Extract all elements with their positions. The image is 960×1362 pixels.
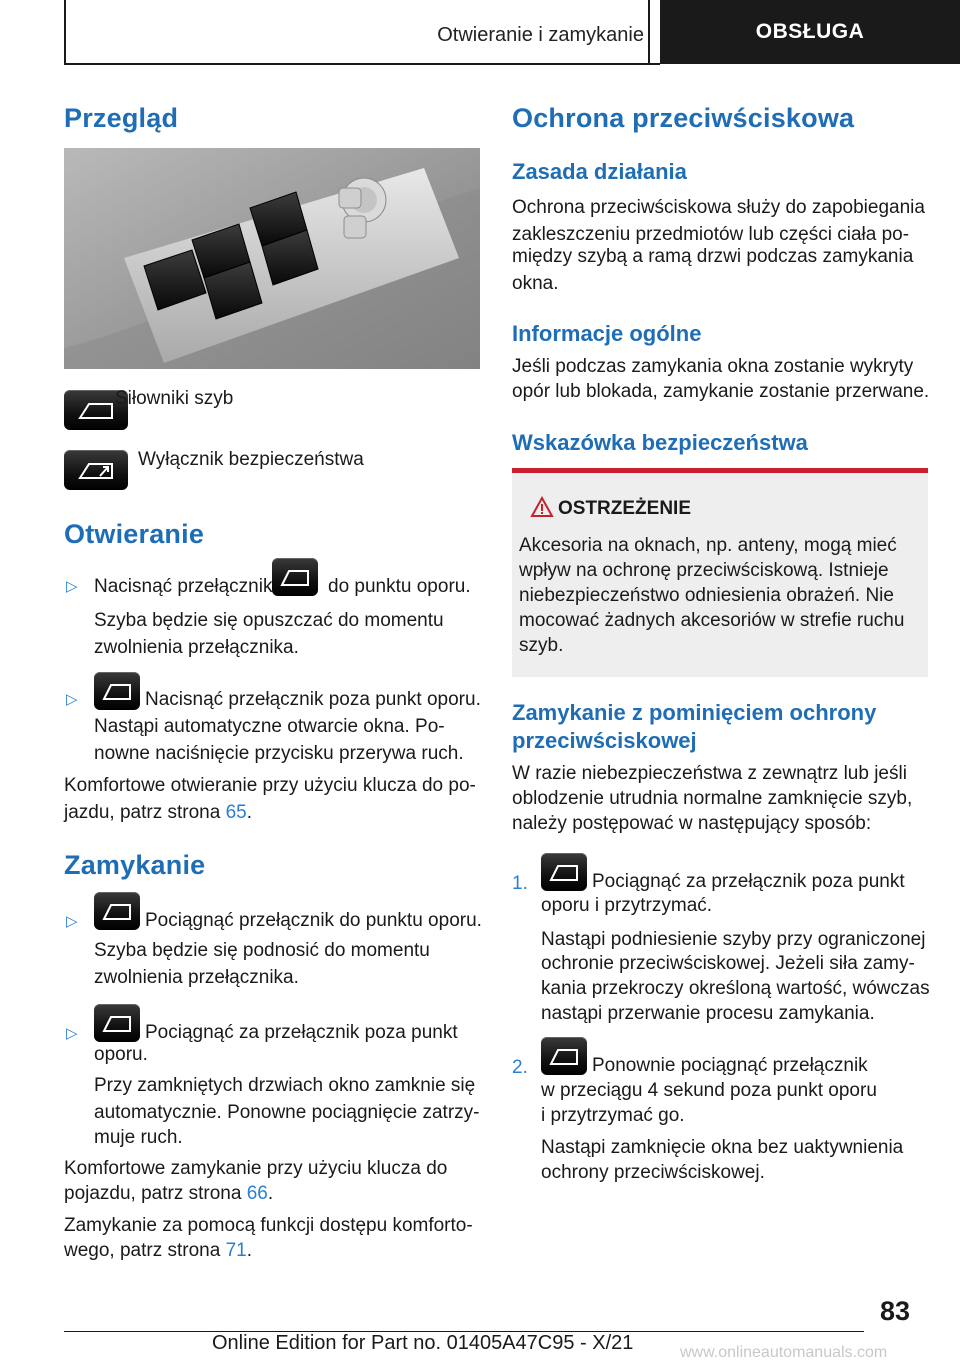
step1-detail-2: ochronie przeciwściskowej. Jeżeli siła zamy- (541, 953, 915, 974)
closing-comfort-line2 (64, 1180, 273, 1207)
window-switch-icon (541, 853, 587, 891)
opening-step2-detail-1: Nastąpi automatyczne otwarcie okna. Po- (94, 716, 445, 737)
closing-step2-detail-2: automatycznie. Ponowne pociągnięcie zatrzy- (94, 1102, 480, 1123)
principle-text-3: między szybą a ramą drzwi podczas zamykania (512, 246, 914, 267)
opening-comfort-line2 (64, 799, 252, 826)
warning-text-3: niebezpieczeństwo odniesienia obrażeń. Nie (519, 585, 894, 606)
opening-comfort-2: jazdu, patrz strona (64, 802, 221, 823)
door-switch-photo (64, 148, 480, 369)
closing-comfort-2: pojazdu, patrz strona (64, 1183, 242, 1204)
general-text-2: opór lub blokada, zamykanie zostanie przerwane. (512, 381, 930, 402)
legend-label-safety-switch: Wyłącznik bezpieczeństwa (138, 449, 364, 470)
header-rule-mid (648, 0, 650, 64)
bullet-marker: ▷ (66, 578, 78, 595)
header-rule-bottom (64, 63, 660, 65)
anti-trap-title: Ochrona przeciwściskowa (512, 103, 855, 133)
page-link-65[interactable]: 65 (225, 802, 247, 823)
window-switch-icon (94, 672, 140, 710)
warning-text-2: wpływ na ochronę przeciwściskową. Istnieje (519, 560, 889, 581)
opening-comfort-1: Komfortowe otwieranie przy użyciu klucza do po- (64, 775, 476, 796)
window-switch-icon (94, 1004, 140, 1042)
bullet-marker: ▷ (66, 913, 78, 930)
window-switch-icon (272, 558, 318, 596)
closing-step2-detail-1: Przy zamkniętych drzwiach okno zamknie się (94, 1075, 476, 1096)
closing-step2-b: oporu. (94, 1044, 148, 1065)
step2-a: Ponownie pociągnąć przełącznik (592, 1055, 868, 1076)
bullet-marker: ▷ (66, 1025, 78, 1042)
closing-comfort-1: Komfortowe zamykanie przy użyciu klucza do (64, 1158, 448, 1179)
warning-triangle-icon (530, 496, 554, 518)
closing-step1-detail-2: zwolnienia przełącznika. (94, 967, 299, 988)
edition-text: Online Edition for Part no. 01405A47C95 - X/21 (212, 1332, 634, 1354)
step2-detail-2: ochrony przeciwściskowej. (541, 1162, 765, 1183)
closing-step1: Pociągnąć przełącznik do punktu oporu. (145, 910, 482, 931)
watermark: www.onlineautomanuals.com (680, 1344, 888, 1361)
closing-access-1: Zamykanie za pomocą funkcji dostępu komforto- (64, 1215, 473, 1236)
override-intro-2: oblodzenie utrudnia normalne zamknięcie szyb, (512, 788, 913, 809)
principle-text-2: zakleszczeniu przedmiotów lub części ciała po- (512, 224, 910, 245)
chapter-tab[interactable]: OBSŁUGA (660, 0, 960, 64)
opening-title: Otwieranie (64, 519, 205, 549)
closing-access-line2 (64, 1237, 252, 1264)
principle-text-1: Ochrona przeciwściskowa służy do zapobiegania (512, 197, 925, 218)
opening-step1-b: do punktu oporu. (328, 576, 471, 597)
step-number: 2. (512, 1057, 528, 1078)
warning-text-5: szyb. (519, 635, 564, 656)
window-switch-icon (541, 1037, 587, 1075)
override-title-2: przeciwściskowej (512, 728, 697, 753)
step2-c: i przytrzymać go. (541, 1105, 685, 1126)
override-intro-3: należy postępować w następujący sposób: (512, 813, 872, 834)
opening-step2-detail-2: nowne naciśnięcie przycisku przerywa ruch. (94, 743, 464, 764)
page-link-66[interactable]: 66 (246, 1183, 268, 1204)
period: . (267, 1183, 274, 1204)
safety-switch-icon (64, 450, 128, 490)
page-number: 83 (880, 1296, 911, 1326)
step2-detail-1: Nastąpi zamknięcie okna bez uaktywnienia (541, 1137, 904, 1158)
general-title: Informacje ogólne (512, 321, 702, 346)
warning-box (512, 468, 928, 677)
opening-step1-detail-2: zwolnienia przełącznika. (94, 637, 299, 658)
opening-step1-a: Nacisnąć przełącznik (94, 576, 273, 597)
step1-detail-4: nastąpi przerwanie procesu zamykania. (541, 1003, 875, 1024)
safety-title: Wskazówka bezpieczeństwa (512, 430, 808, 455)
closing-step2-a: Pociągnąć za przełącznik poza punkt (145, 1022, 458, 1043)
principle-text-4: okna. (512, 273, 559, 294)
legend-label-window-switch: Siłowniki szyb (115, 388, 234, 409)
window-switch-icon (94, 892, 140, 930)
warning-text-4: mocować żadnych akcesoriów w strefie ruchu (519, 610, 905, 631)
closing-access-2: wego, patrz strona (64, 1240, 221, 1261)
warning-label: OSTRZEŻENIE (558, 498, 692, 519)
step1-detail-3: kania przekroczy określoną wartość, wówczas (541, 978, 930, 999)
section-title: Otwieranie i zamykanie (437, 24, 644, 46)
opening-step1-detail-1: Szyba będzie się opuszczać do momentu (94, 610, 444, 631)
principle-title: Zasada działania (512, 159, 687, 184)
period: . (246, 802, 253, 823)
warning-text-1: Akcesoria na oknach, np. anteny, mogą mieć (519, 535, 897, 556)
general-text-1: Jeśli podczas zamykania okna zostanie wykryty (512, 356, 914, 377)
step1-a: Pociągnąć za przełącznik poza punkt (592, 871, 905, 892)
closing-step1-detail-1: Szyba będzie się podnosić do momentu (94, 940, 430, 961)
bullet-marker: ▷ (66, 691, 78, 708)
step-number: 1. (512, 873, 528, 894)
override-intro-1: W razie niebezpieczeństwa z zewnątrz lub jeśli (512, 763, 907, 784)
opening-step2: Nacisnąć przełącznik poza punkt oporu. (145, 689, 481, 710)
override-title-1: Zamykanie z pominięciem ochrony (512, 700, 877, 725)
closing-title: Zamykanie (64, 850, 206, 880)
closing-step2-detail-3: muje ruch. (94, 1127, 183, 1148)
step1-b: oporu i przytrzymać. (541, 895, 713, 916)
overview-title: Przegląd (64, 103, 179, 133)
page-link-71[interactable]: 71 (225, 1240, 247, 1261)
period: . (246, 1240, 253, 1261)
step1-detail-1: Nastąpi podniesienie szyby przy ograniczonej (541, 929, 926, 950)
step2-b: w przeciągu 4 sekund poza punkt oporu (541, 1080, 877, 1101)
